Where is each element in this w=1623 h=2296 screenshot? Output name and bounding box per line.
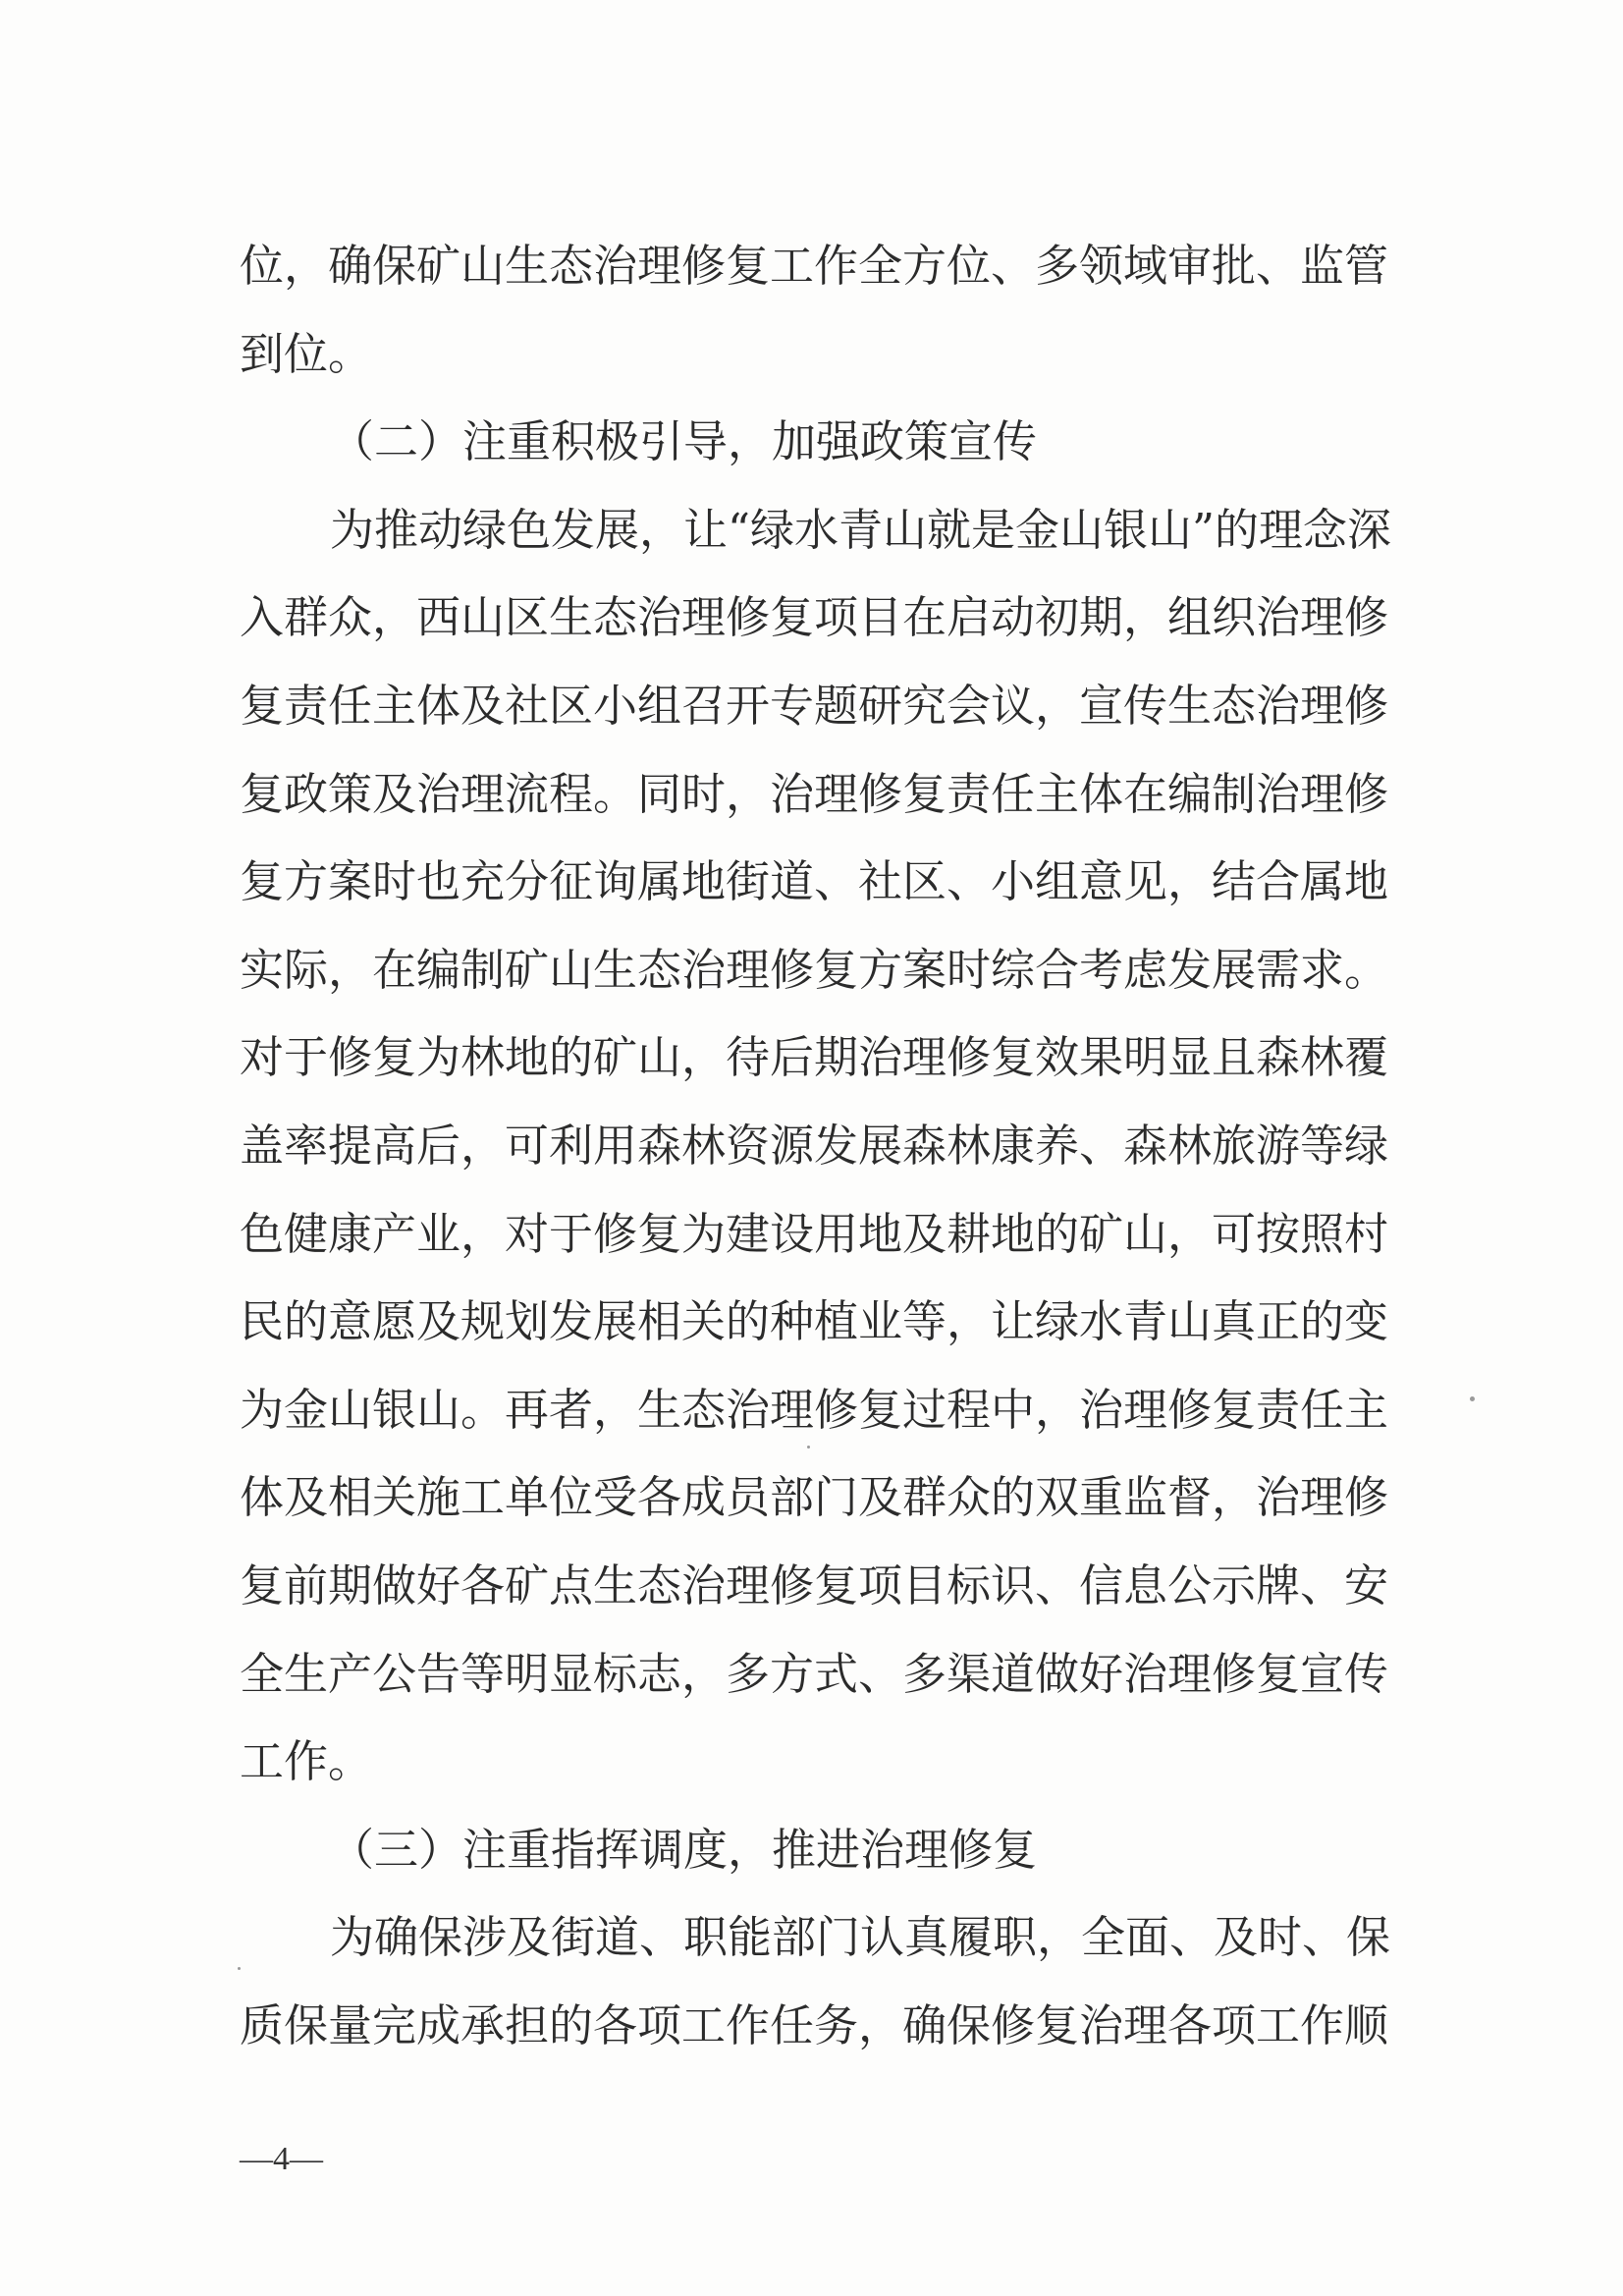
- scan-speck: [807, 1446, 810, 1449]
- text-line: 为金山银山。再者，生态治理修复过程中，治理修复责任主: [240, 1383, 1389, 1436]
- section-heading: （三）注重指挥调度，推进治理修复: [330, 1823, 1038, 1876]
- text-line: 盖率提高后，可利用森林资源发展森林康养、森林旅游等绿: [240, 1119, 1389, 1172]
- page-number: —4—: [240, 2141, 323, 2177]
- text-line: 色健康产业，对于修复为建设用地及耕地的矿山，可按照村: [240, 1207, 1389, 1260]
- text-line: 位，确保矿山生态治理修复工作全方位、多领域审批、监管: [240, 240, 1389, 292]
- text-line: 复方案时也充分征询属地街道、社区、小组意见，结合属地: [240, 855, 1389, 908]
- text-line: 复责任主体及社区小组召开专题研究会议，宣传生态治理修: [240, 679, 1389, 732]
- text-line: 体及相关施工单位受各成员部门及群众的双重监督，治理修: [240, 1471, 1389, 1524]
- section-heading: （二）注重积极引导，加强政策宣传: [330, 415, 1038, 468]
- scan-speck: [238, 1967, 241, 1970]
- text-line: 入群众，西山区生态治理修复项目在启动初期，组织治理修: [240, 591, 1389, 644]
- body-text: [240, 222, 1392, 2069]
- text-line: 质保量完成承担的各项工作任务，确保修复治理各项工作顺: [240, 1998, 1389, 2051]
- text-line: 工作。: [240, 1735, 373, 1788]
- scan-speck: [1470, 1396, 1475, 1401]
- text-line: 全生产公告等明显标志，多方式、多渠道做好治理修复宣传: [240, 1647, 1389, 1700]
- text-line: 为推动绿色发展，让“绿水青山就是金山银山”的理念深: [330, 503, 1392, 556]
- text-line: 对于修复为林地的矿山，待后期治理修复效果明显且森林覆: [240, 1031, 1389, 1084]
- text-line: 为确保涉及街道、职能部门认真履职，全面、及时、保: [330, 1911, 1391, 1964]
- text-line: 实际，在编制矿山生态治理修复方案时综合考虑发展需求。: [240, 943, 1389, 996]
- text-line: 到位。: [240, 327, 373, 380]
- text-line: 复政策及治理流程。同时，治理修复责任主体在编制治理修: [240, 767, 1389, 820]
- text-line: 民的意愿及规划发展相关的种植业等，让绿水青山真正的变: [240, 1295, 1389, 1348]
- text-line: 复前期做好各矿点生态治理修复项目标识、信息公示牌、安: [240, 1558, 1389, 1612]
